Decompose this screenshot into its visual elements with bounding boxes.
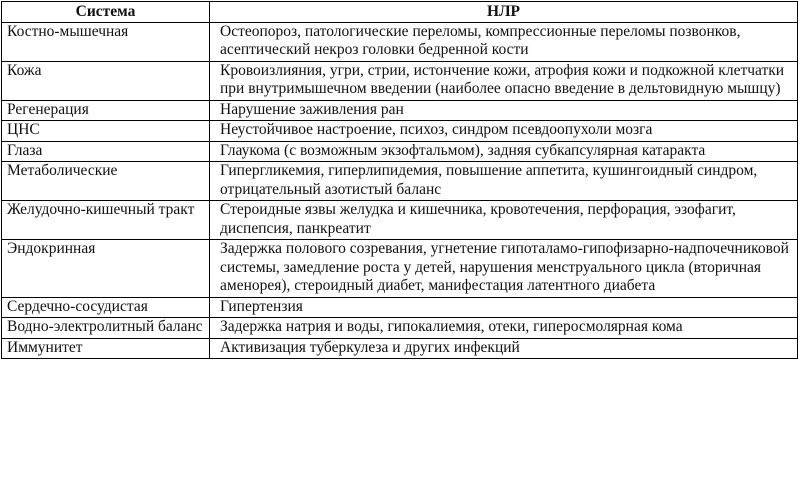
adr-cell: Глаукома (с возможным экзофтальмом), задняя субкапсулярная катаракта: [210, 141, 798, 162]
adr-cell: Гипертензия: [210, 297, 798, 318]
system-cell: Глаза: [2, 141, 210, 162]
system-cell: Желудочно-кишечный тракт: [2, 201, 210, 240]
table-row: [2, 338, 798, 359]
system-cell: Иммунитет: [2, 338, 210, 359]
table-row: [2, 100, 798, 121]
system-cell: Метаболические: [2, 162, 210, 201]
table-row: [2, 141, 798, 162]
adr-cell: Кровоизлияния, угри, стрии, истончение кожи, атрофия кожи и подкожной клетчатки при внутримышечном введении (наиболее опасно введение в дельтовидную мышцу): [210, 61, 798, 100]
table-row: [2, 121, 798, 142]
table-row: [2, 22, 798, 61]
system-cell: Эндокринная: [2, 240, 210, 298]
system-cell: Регенерация: [2, 100, 210, 121]
table-row: [2, 297, 798, 318]
table-row: [2, 240, 798, 298]
header-system: Система: [2, 2, 210, 23]
header-adr: НЛР: [210, 2, 798, 23]
adr-cell: Задержка полового созревания, угнетение гипоталамо-гипофизарно-надпочечниковой системы, замедление роста у детей, нарушения менструального цикла (вторичная аменорея), стероидный диабет, манифестация латентного диабета: [210, 240, 798, 298]
table-row: [2, 162, 798, 201]
system-cell: Кожа: [2, 61, 210, 100]
adr-cell: Неустойчивое настроение, психоз, синдром псевдоопухоли мозга: [210, 121, 798, 142]
adr-cell: Активизация туберкулеза и других инфекций: [210, 338, 798, 359]
table-row: [2, 201, 798, 240]
adr-cell: Задержка натрия и воды, гипокалиемия, отеки, гиперосмолярная кома: [210, 318, 798, 339]
system-cell: ЦНС: [2, 121, 210, 142]
adr-cell: Нарушение заживления ран: [210, 100, 798, 121]
table-row: [2, 318, 798, 339]
adr-cell: Стероидные язвы желудка и кишечника, кровотечения, перфорация, эзофагит, диспепсия, панкреатит: [210, 201, 798, 240]
table-row: [2, 61, 798, 100]
adverse-reactions-table: [1, 1, 798, 359]
adr-cell: Остеопороз, патологические переломы, компрессионные переломы позвонков, асептический некроз головки бедренной кости: [210, 22, 798, 61]
system-cell: Водно-электролитный баланс: [2, 318, 210, 339]
system-cell: Сердечно-сосудистая: [2, 297, 210, 318]
adr-cell: Гипергликемия, гиперлипидемия, повышение аппетита, кушингоидный синдром, отрицательный азотистый баланс: [210, 162, 798, 201]
header-row: [2, 2, 798, 23]
system-cell: Костно-мышечная: [2, 22, 210, 61]
